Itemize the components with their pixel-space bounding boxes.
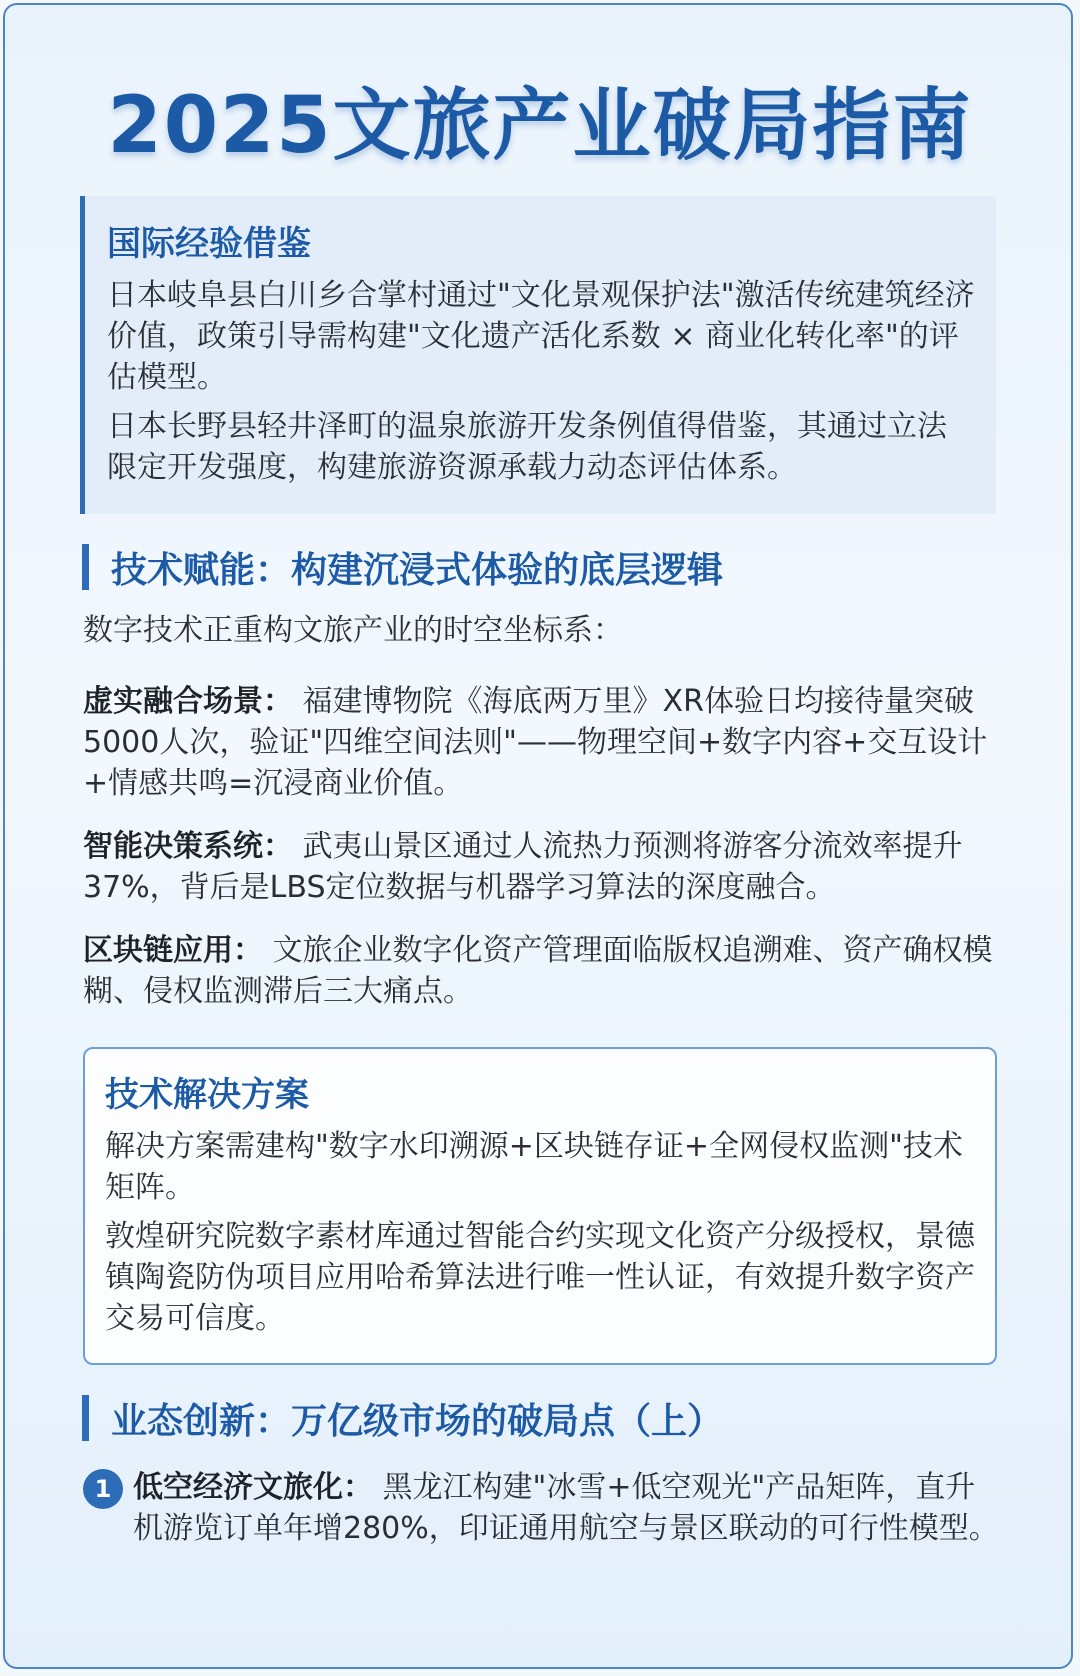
tech-content <box>83 610 999 1034</box>
tech-item-label: 智能决策系统： <box>83 829 293 864</box>
tech-item-text: 文旅企业数字化资产管理面临版权追溯难、资产确权模糊、侵权监测滞后三大痛点。 <box>83 933 993 1009</box>
international-experience-box <box>80 196 996 514</box>
numbered-item-label: 低空经济文旅化： <box>133 1470 373 1505</box>
section-bar <box>82 1395 89 1441</box>
tech-solution-box <box>83 1047 997 1365</box>
numbered-item-text <box>133 1467 999 1549</box>
intl-paragraph: 日本长野县轻井泽町的温泉旅游开发条例值得借鉴，其通过立法限定开发强度，构建旅游资源承载力动态评估体系。 <box>107 409 947 485</box>
number-badge: 1 <box>83 1469 123 1509</box>
tech-item <box>83 930 999 1012</box>
tech-item <box>83 826 999 908</box>
section-heading-text: 业态创新：万亿级市场的破局点（上） <box>111 1400 724 1442</box>
tech-intro: 数字技术正重构文旅产业的时空坐标系： <box>83 613 623 648</box>
tech-item <box>83 681 999 804</box>
section-heading-business <box>82 1395 723 1441</box>
page-title: 2025文旅产业破局指南 <box>107 81 973 171</box>
intl-paragraph: 日本岐阜县白川乡合掌村通过"文化景观保护法"激活传统建筑经济价值，政策引导需构建"文化遗产活化系数 × 商业化转化率"的评估模型。 <box>107 278 975 395</box>
tech-item-label: 区块链应用： <box>83 933 263 968</box>
intl-box-title: 国际经验借鉴 <box>107 224 311 264</box>
solution-box-title: 技术解决方案 <box>105 1075 309 1115</box>
numbered-item <box>83 1467 999 1549</box>
tech-item-text: 福建博物院《海底两万里》XR体验日均接待量突破5000人次，验证"四维空间法则"——物理空间+数字内容+交互设计+情感共鸣=沉浸商业价值。 <box>83 684 988 801</box>
tech-item-label: 虚实融合场景： <box>83 684 293 719</box>
section-heading-tech <box>82 544 723 590</box>
solution-paragraph: 解决方案需建构"数字水印溯源+区块链存证+全网侵权监测"技术矩阵。 <box>105 1129 963 1205</box>
solution-paragraph: 敦煌研究院数字素材库通过智能合约实现文化资产分级授权，景德镇陶瓷防伪项目应用哈希算法进行唯一性认证，有效提升数字资产交易可信度。 <box>105 1219 975 1336</box>
numbered-item-body: 黑龙江构建"冰雪+低空观光"产品矩阵，直升机游览订单年增280%，印证通用航空与景区联动的可行性模型。 <box>133 1470 999 1546</box>
section-heading-text: 技术赋能：构建沉浸式体验的底层逻辑 <box>111 549 724 591</box>
section-bar <box>82 544 89 590</box>
tech-item-text: 武夷山景区通过人流热力预测将游客分流效率提升37%，背后是LBS定位数据与机器学习算法的深度融合。 <box>83 829 963 905</box>
